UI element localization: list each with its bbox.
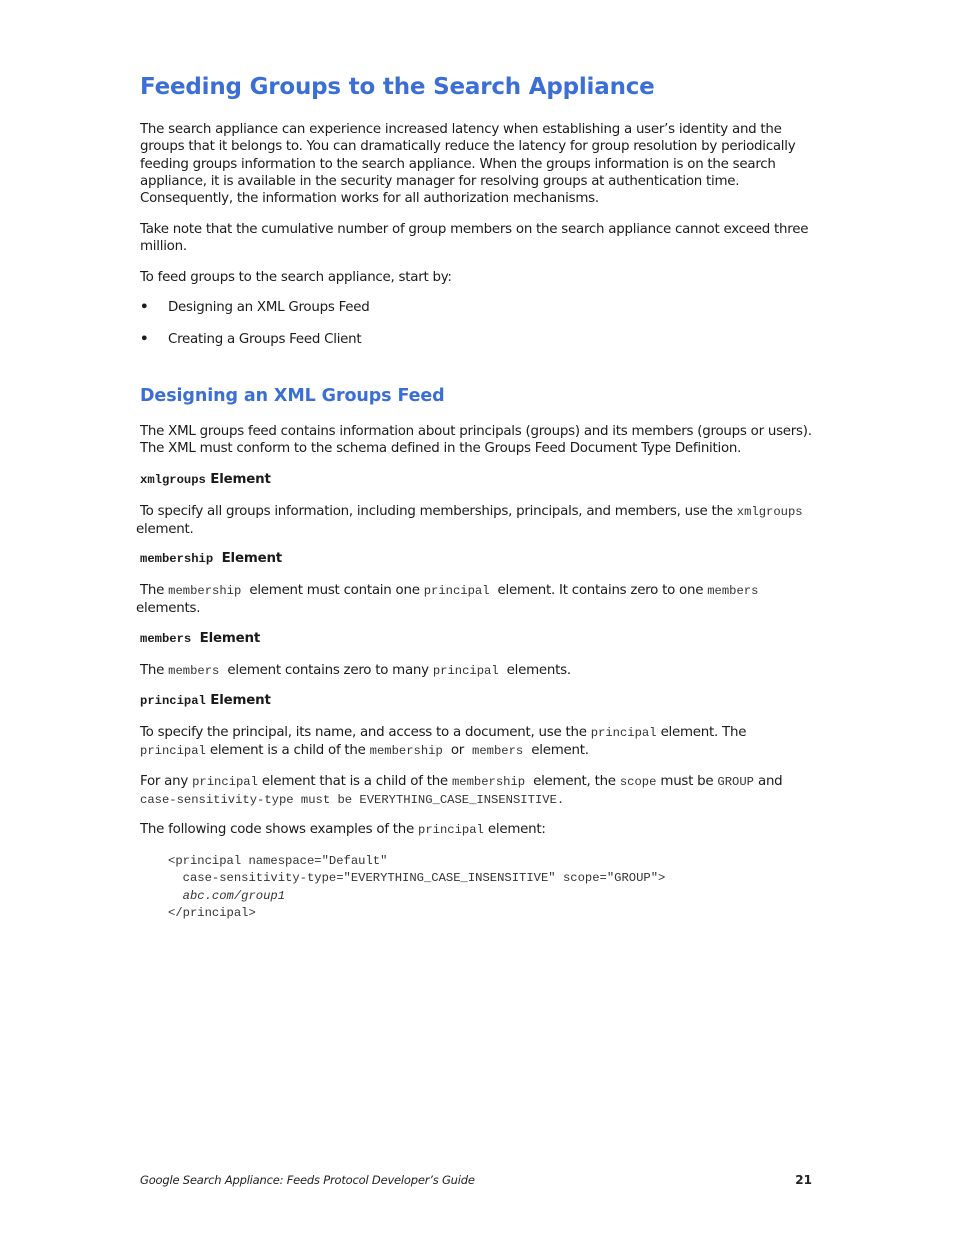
inline-code: principal (140, 744, 206, 759)
subheading-principal (140, 693, 271, 708)
principal-paragraph-2: For any principal element that is a child of the membership element, the scope must be GROUP and case-sensitivity-type must be EVERYTHING_CASE_INSENSITIVE. (140, 774, 783, 808)
subheading-members (140, 631, 260, 646)
subheading-label: Element (210, 693, 271, 708)
bullet-mark: • (140, 332, 149, 347)
footer-guide-title: Google Search Appliance: Feeds Protocol Developer’s Guide (140, 1173, 475, 1187)
inline-code: membership (369, 744, 443, 759)
code-example: <principal namespace="Default" case-sensitivity-type="EVERYTHING_CASE_INSENSITIVE" scope="GROUP"> abc.com/group1 </principal> (168, 854, 666, 921)
section-heading: Designing an XML Groups Feed (140, 386, 445, 406)
inline-code: xmlgroups (736, 505, 803, 519)
list-item (140, 300, 370, 315)
list-item-label: Designing an XML Groups Feed (168, 300, 370, 315)
inline-code: membership (451, 775, 526, 789)
inline-code: principal (423, 584, 490, 598)
subheading-code: xmlgroups (140, 473, 206, 487)
subheading-code: members (140, 632, 192, 646)
page-title: Feeding Groups to the Search Appliance (140, 74, 655, 100)
principal-paragraph-3: The following code shows examples of the principal element: (140, 822, 546, 837)
subheading-xmlgroups (140, 472, 271, 487)
intro-paragraph-3: To feed groups to the search appliance, start by: (140, 270, 452, 285)
inline-code: principal (432, 664, 499, 678)
subheading-label: Element (221, 551, 282, 566)
inline-code: members (168, 664, 220, 678)
subheading-code: principal (140, 694, 206, 708)
inline-code: scope (619, 775, 657, 789)
principal-paragraph-1: To specify the principal, its name, and access to a document, use the principal element. The principal element is a child of the membership or members element. (140, 725, 747, 759)
inline-code: membership (168, 584, 242, 598)
intro-paragraph-1: The search appliance can experience increased latency when establishing a user’s identity and the groups that it belongs to. You can dramatically reduce the latency for group resolution by periodically feeding groups information to the search appliance. When the groups information is on the search appliance, it is available in the security manager for resolving groups at authentication time. Consequently, the information works for all authorization mechanisms. (140, 122, 796, 207)
list-item (140, 332, 361, 347)
section-paragraph: The XML groups feed contains information about principals (groups) and its members (groups or users). The XML must conform to the schema defined in the Groups Feed Document Type Definition. (140, 424, 812, 457)
inline-code: GROUP (717, 775, 754, 789)
inline-code: case-sensitivity-type must be EVERYTHING_CASE_INSENSITIVE. (140, 793, 565, 808)
inline-code: principal (192, 775, 258, 789)
inline-code: members (707, 584, 759, 598)
subheading-label: Element (210, 472, 271, 487)
page-number: 21 (795, 1173, 812, 1187)
intro-paragraph-2: Take note that the cumulative number of group members on the search appliance cannot exceed three million. (140, 222, 809, 255)
subheading-code: membership (140, 552, 214, 566)
inline-code: principal (418, 823, 484, 837)
inline-code: principal (590, 726, 657, 740)
subheading-label: Element (199, 631, 261, 646)
members-paragraph: The members element contains zero to many principal elements. (140, 663, 571, 678)
subheading-membership (140, 551, 282, 566)
membership-paragraph: The membership element must contain one principal element. It contains zero to one members elements. (136, 583, 759, 617)
xmlgroups-paragraph: To specify all groups information, including memberships, principals, and members, use the xmlgroups element. (136, 504, 803, 538)
inline-code: members (472, 744, 524, 759)
bullet-mark: • (140, 300, 149, 315)
list-item-label: Creating a Groups Feed Client (168, 332, 362, 347)
